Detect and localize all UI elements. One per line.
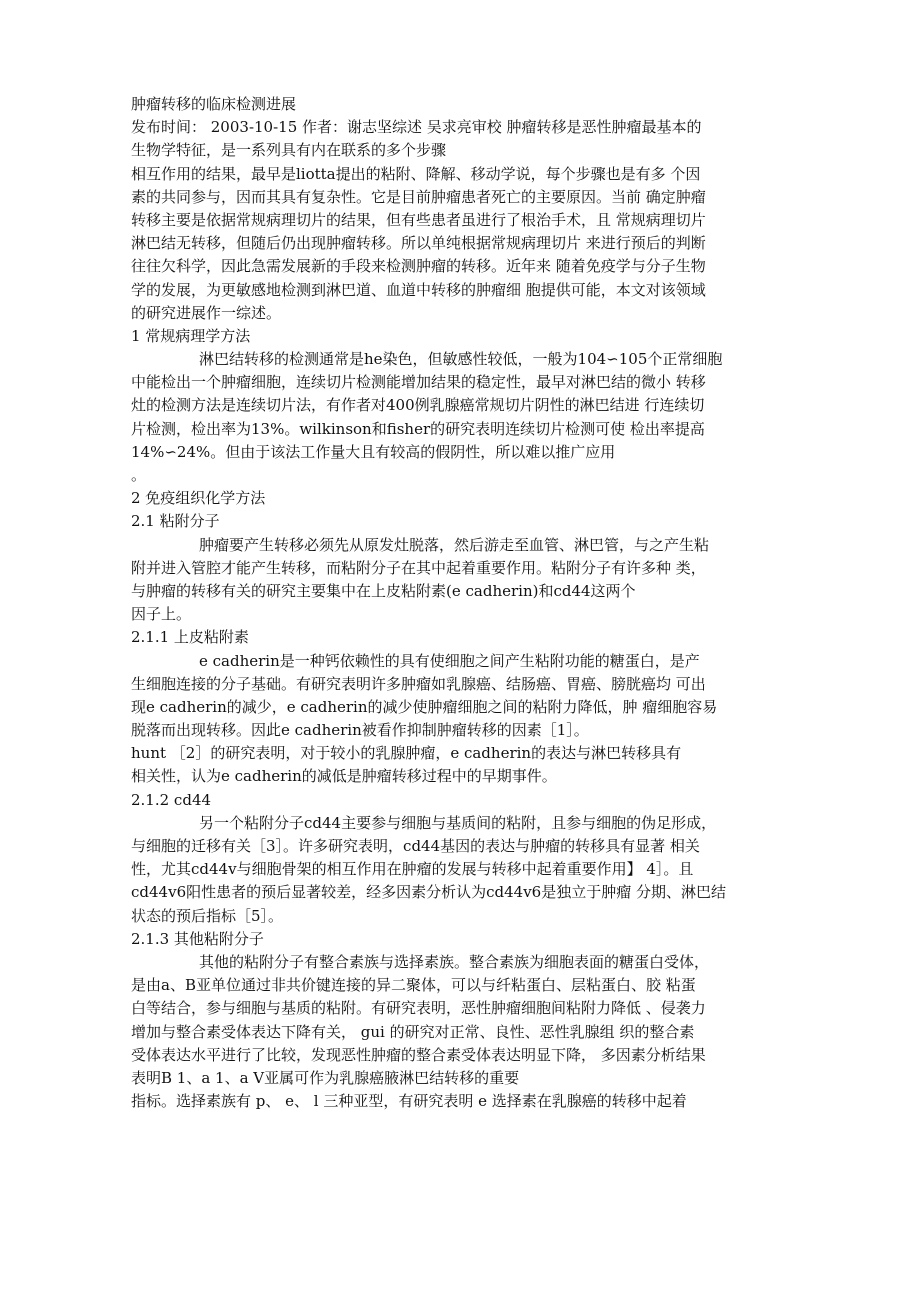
- text-line: 转移主要是依据常规病理切片的结果，但有些患者虽进行了根治手术，且 常规病理切片: [131, 210, 706, 229]
- document-title: 肿瘤转移的临床检测进展: [131, 95, 297, 113]
- text-line: 脱落而出现转移。因此e cadherin被看作抑制肿瘤转移的因素［1］。: [131, 721, 589, 740]
- text-line: 。: [131, 466, 147, 484]
- text-line: 素的共同参与，因而其具有复杂性。它是目前肿瘤患者死亡的主要原因。当前 确定肿瘤: [131, 187, 706, 206]
- text-line: hunt ［2］的研究表明，对于较小的乳腺肿瘤，e cadherin的表达与淋巴转移具有: [131, 744, 682, 763]
- text-line: 中能检出一个肿瘤细胞，连续切片检测能增加结果的稳定性，最早对淋巴结的微小 转移: [131, 373, 706, 392]
- text-line: 与肿瘤的转移有关的研究主要集中在上皮粘附素(e cadherin)和cd44这两个: [131, 581, 636, 600]
- section-heading: 2.1.3 其他粘附分子: [131, 929, 264, 948]
- text-line: cd44v6阳性患者的预后显著较差，经多因素分析认为cd44v6是独立于肿瘤 分期、淋巴结: [131, 883, 726, 902]
- section-heading: 2.1.2 cd44: [131, 790, 212, 809]
- text-line: 肿瘤要产生转移必须先从原发灶脱落，然后游走至血管、淋巴管，与之产生粘: [199, 535, 710, 554]
- section-heading: 1 常规病理学方法: [131, 326, 251, 345]
- text-line: 往往欠科学，因此急需发展新的手段来检测肿瘤的转移。近年来 随着免疫学与分子生物: [131, 257, 706, 276]
- text-line: 白等结合，参与细胞与基质的粘附。有研究表明，恶性肿瘤细胞间粘附力降低 、侵袭力: [131, 999, 706, 1018]
- text-line: 学的发展，为更敏感地检测到淋巴道、血道中转移的肿瘤细 胞提供可能，本文对该领域: [131, 280, 706, 299]
- text-line: e cadherin是一种钙依赖性的具有使细胞之间产生粘附功能的糖蛋白，是产: [199, 651, 700, 670]
- text-line: 是由a、B亚单位通过非共价键连接的异二聚体，可以与纤粘蛋白、层粘蛋白、胶 粘蛋: [131, 976, 696, 995]
- text-line: 其他的粘附分子有整合素族与选择素族。整合素族为细胞表面的糖蛋白受体，: [199, 952, 710, 971]
- text-line: 指标。选择素族有 p、 e、 l 三种亚型，有研究表明 e 选择素在乳腺癌的转移中起着: [131, 1092, 687, 1111]
- text-line: 生物学特征，是一系列具有内在联系的多个步骤: [131, 141, 447, 160]
- section-heading: 2.1 粘附分子: [131, 512, 220, 531]
- text-line: 片检测，检出率为13%。wilkinson和fisher的研究表明连续切片检测可使 检出率提高: [131, 419, 705, 438]
- text-line: 淋巴结转移的检测通常是he染色，但敏感性较低，一般为104∽105个正常细胞: [199, 350, 723, 369]
- text-line: 与细胞的迁移有关［3］。许多研究表明，cd44基因的表达与肿瘤的转移具有显著 相关: [131, 837, 700, 855]
- text-line: 另一个粘附分子cd44主要参与细胞与基质间的粘附，且参与细胞的伪足形成，: [199, 813, 717, 832]
- text-line: 灶的检测方法是连续切片法，有作者对400例乳腺癌常规切片阴性的淋巴结进 行连续切: [131, 396, 705, 415]
- section-heading: 2 免疫组织化学方法: [131, 489, 266, 508]
- text-line: 淋巴结无转移，但随后仍出现肿瘤转移。所以单纯根据常规病理切片 来进行预后的判断: [131, 234, 706, 253]
- text-line: 性，尤其cd44v与细胞骨架的相互作用在肿瘤的发展与转移中起着重要作用】 4］。且: [131, 860, 694, 879]
- text-line: 表明B 1、a 1、a V亚属可作为乳腺癌腋淋巴结转移的重要: [131, 1068, 520, 1087]
- text-line: 受体表达水平进行了比较，发现恶性肿瘤的整合素受体表达明显下降， 多因素分析结果: [131, 1045, 706, 1064]
- text-line: 因子上。: [131, 605, 192, 624]
- text-line: 现e cadherin的减少，e cadherin的减少使肿瘤细胞之间的粘附力降低，肿 瘤细胞容易: [131, 697, 718, 716]
- text-line: 发布时间： 2003-10-15 作者：谢志坚综述 吴求亮审校 肿瘤转移是恶性肿瘤最基本的: [131, 118, 702, 137]
- text-line: 附并进入管腔才能产生转移，而粘附分子在其中起着重要作用。粘附分子有许多种 类，: [131, 558, 706, 577]
- section-heading: 2.1.1 上皮粘附素: [131, 628, 249, 647]
- text-line: 生细胞连接的分子基础。有研究表明许多肿瘤如乳腺癌、结肠癌、胃癌、膀胱癌均 可出: [131, 674, 706, 693]
- text-line: 的研究进展作一综述。: [131, 303, 282, 322]
- text-line: 相关性，认为e cadherin的减低是肿瘤转移过程中的早期事件。: [131, 767, 557, 786]
- text-line: 增加与整合素受体表达下降有关， gui 的研究对正常、良性、恶性乳腺组 织的整合素: [131, 1022, 695, 1041]
- text-line: 相互作用的结果，最早是liotta提出的粘附、降解、移动学说，每个步骤也是有多 个因: [131, 164, 701, 183]
- document-body: [131, 93, 771, 1113]
- text-line: 状态的预后指标［5］。: [131, 906, 284, 925]
- text-line: 14%∽24%。但由于该法工作量大且有较高的假阴性，所以难以推广应用: [131, 442, 616, 461]
